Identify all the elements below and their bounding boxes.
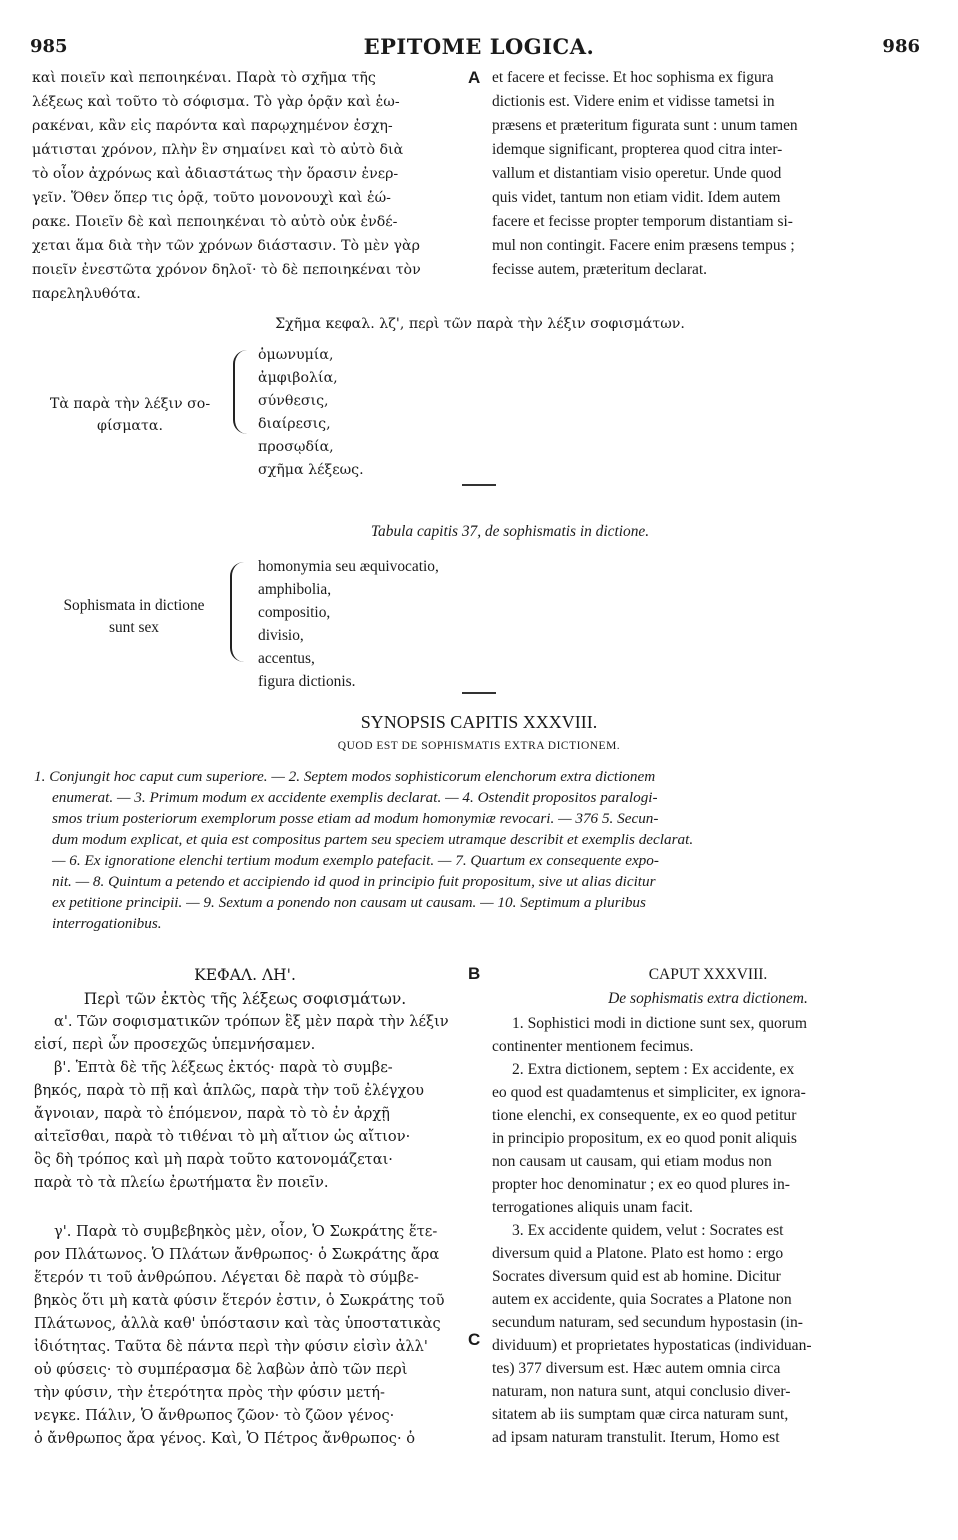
text-line: et facere et fecisse. Et hoc sophisma ex figura bbox=[492, 69, 774, 86]
text-line: ρον Πλάτωνος. Ὁ Πλάτων ἄνθρωπος· ὁ Σωκράτης ἄρα bbox=[34, 1246, 440, 1263]
text-line: ποιεῖν ἐνεστῶτα χρόνον δηλοῖ· τὸ δὲ πεποιηκέναι τὸν bbox=[32, 262, 421, 278]
list-item: accentus, bbox=[258, 650, 315, 667]
text-line: 3. Ex accidente quidem, velut : Socrates est bbox=[512, 1222, 784, 1239]
latin-table-brace bbox=[230, 562, 246, 662]
text-line: β'. Ἑπτὰ δὲ τῆς λέξεως ἐκτός· παρὰ τὸ συμβε- bbox=[54, 1059, 393, 1076]
latin-table-caption: Tabula capitis 37, de sophismatis in dictione. bbox=[370, 523, 650, 540]
list-item: σύνθεσις, bbox=[258, 393, 329, 409]
list-item: προσῳδία, bbox=[258, 439, 334, 455]
greek-chapter-body bbox=[34, 1010, 460, 1450]
text-line: ἰδιότητας. Ταῦτα δὲ πάντα περὶ τὴν φύσιν εἰσὶν ἀλλ' bbox=[34, 1338, 428, 1355]
text-line: dictionis est. Videre enim et vidisse tametsi in bbox=[492, 93, 775, 110]
text-line: ρακε. Ποιεῖν δὲ καὶ πεποιηκέναι τὸ αὐτὸ οὐκ ἐνδέ- bbox=[32, 214, 398, 230]
latin-table-label-line: sunt sex bbox=[108, 619, 160, 636]
text-line: βηκὸς ὅτι μὴ κατὰ φύσιν ἕτερόν ἐστιν, ὁ Σωκράτης τοῦ bbox=[34, 1292, 445, 1309]
text-line: naturam, non natura sunt, atqui conclusio diver- bbox=[492, 1383, 791, 1400]
text-line: ρακέναι, κἂν εἰς παρόντα καὶ παρῳχημένον ἐσχη- bbox=[32, 118, 393, 134]
text-line: α'. Τῶν σοφισματικῶν τρόπων ἓξ μὲν παρὰ τὴν λέξιν bbox=[54, 1013, 449, 1030]
text-line: secundum naturam, sed secundum hypostasin (in- bbox=[492, 1314, 803, 1331]
text-line: βηκός, παρὰ τὸ πῇ καὶ ἁπλῶς, παρὰ τὴν τοῦ ἐλέγχου bbox=[34, 1082, 424, 1099]
list-item: σχῆμα λέξεως. bbox=[258, 462, 364, 478]
synopsis-line: ex petitione principii. — 9. Sextum a ponendo non causam ut causam. — 10. Septimum a pluribus bbox=[52, 894, 646, 911]
list-item: homonymia seu æquivocatio, bbox=[258, 558, 439, 575]
synopsis-line: — 6. Ex ignoratione elenchi tertium modum exemplo patefacit. — 7. Quartum ex consequente expo- bbox=[52, 852, 659, 869]
top-latin-column bbox=[492, 66, 928, 282]
synopsis-line: 1. Conjungit hoc caput cum superiore. — 2. Septem modos sophisticorum elenchorum extra dictionem bbox=[34, 768, 656, 785]
text-line: eo quod est quadamtenus et simpliciter, ex ignora- bbox=[492, 1084, 806, 1101]
text-line: terrogationes aliquis unam facit. bbox=[492, 1199, 693, 1216]
column-marker-b: B bbox=[468, 964, 481, 983]
synopsis-body bbox=[34, 766, 926, 934]
running-title: EPITOME LOGICA. bbox=[363, 34, 595, 59]
synopsis-line: enumerat. — 3. Primum modum ex accidente exemplis declarat. — 4. Ostendit propositos paralogi- bbox=[52, 789, 658, 806]
column-marker-a: A bbox=[468, 68, 481, 87]
text-line: diversum quid a Platone. Plato est homo : ergo bbox=[492, 1245, 784, 1262]
greek-chapter-subheading: Περὶ τῶν ἐκτὸς τῆς λέξεως σοφισμάτων. bbox=[83, 990, 407, 1008]
text-line: οὐ φύσεις· τὸ συμπέρασμα δὲ λαβὼν ἀπὸ τῶν περὶ bbox=[34, 1361, 408, 1378]
greek-table-label-line: φίσματα. bbox=[97, 418, 163, 434]
greek-table-brace bbox=[233, 350, 249, 434]
text-line: ὃς δὴ τρόπος καὶ μὴ παρὰ τοῦτο κατονομάζεται· bbox=[34, 1151, 393, 1168]
text-line: tes) 377 diversum est. Hæc autem omnia circa bbox=[492, 1360, 781, 1377]
list-item: figura dictionis. bbox=[258, 673, 356, 690]
text-line: 1. Sophistici modi in dictione sunt sex, quorum bbox=[512, 1015, 807, 1032]
text-line: τὸ οἷον ἀχρόνως καὶ ἀδιαστάτως τὴν ὅρασιν ἐνερ- bbox=[32, 166, 399, 182]
text-line: νεγκε. Πάλιν, Ὁ ἄνθρωπος ζῶον· τὸ ζῶον γένος· bbox=[34, 1407, 395, 1424]
greek-table-label-line: Τὰ παρὰ τὴν λέξιν σο- bbox=[49, 396, 211, 412]
greek-table-caption: Σχῆμα κεφαλ. λζ', περὶ τῶν παρὰ τὴν λέξιν σοφισμάτων. bbox=[275, 316, 685, 332]
text-line: ὁ ἄνθρωπος ἄρα γένος. Καὶ, Ὁ Πέτρος ἄνθρωπος· ὁ bbox=[34, 1430, 416, 1447]
latin-chapter-subheading: De sophismatis extra dictionem. bbox=[608, 990, 808, 1007]
text-line: dividuum) et proprietates hypostaticas (individuan- bbox=[492, 1337, 812, 1354]
list-item: ὁμωνυμία, bbox=[258, 347, 334, 363]
right-page-number: 986 bbox=[882, 36, 920, 57]
text-line: γεῖν. Ὅθεν ὅπερ τις ὁρᾷ, τοῦτο μονονουχὶ καὶ ἑώ- bbox=[32, 190, 391, 206]
text-line: sitatem ab iis sumptam quæ circa naturam sunt, bbox=[492, 1406, 789, 1423]
text-line: γ'. Παρὰ τὸ συμβεβηκὸς μὲν, οἷον, Ὁ Σωκράτης ἕτε- bbox=[54, 1223, 438, 1240]
greek-table-label bbox=[30, 393, 230, 437]
list-item: divisio, bbox=[258, 627, 304, 644]
text-line: mul non contingit. Facere enim præsens tempus ; bbox=[492, 237, 795, 254]
text-line: τὴν φύσιν, τὴν ἑτερότητα πρὸς τὴν φύσιν μετή- bbox=[34, 1384, 385, 1401]
text-line: Πλάτωνος, ἀλλὰ καθ' ὑπόστασιν καὶ τὰς ὑποστατικὰς bbox=[34, 1315, 441, 1332]
list-item: διαίρεσις, bbox=[258, 416, 331, 432]
latin-table-label bbox=[34, 595, 234, 639]
divider bbox=[462, 484, 496, 486]
text-line: αἰτεῖσθαι, παρὰ τὸ τιθέναι τὸ μὴ αἴτιον ὡς αἴτιον· bbox=[34, 1128, 411, 1145]
text-line: præsens et præteritum figurata sunt : unum tamen bbox=[492, 117, 798, 134]
greek-table-items bbox=[258, 344, 364, 482]
text-line: Socrates diversum quid est ab homine. Dicitur bbox=[492, 1268, 781, 1285]
text-line: 2. Extra dictionem, septem : Ex accidente, ex bbox=[512, 1061, 795, 1078]
text-line: χεται ἅμα διὰ τὴν τῶν χρόνων διάστασιν. Τὸ μὲν γὰρ bbox=[32, 238, 420, 254]
text-line: μάτισται χρόνον, πλὴν ἓν σημαίνει καὶ τὸ αὐτὸ διὰ bbox=[32, 142, 404, 158]
left-page-number: 985 bbox=[30, 36, 68, 57]
text-line: tione elenchi, ex consequente, ex eo quod petitur bbox=[492, 1107, 797, 1124]
text-line: facere et fecisse propter temporum distantiam si- bbox=[492, 213, 793, 230]
text-line: ad ipsam naturam transtulit. Iterum, Homo est bbox=[492, 1429, 780, 1446]
text-line: παρὰ τὸ τὰ πλείω ἐρωτήματα ἓν ποιεῖν. bbox=[34, 1174, 329, 1191]
column-marker-c: C bbox=[468, 1330, 481, 1349]
text-line: idemque significant, propterea quod citra inter- bbox=[492, 141, 783, 158]
synopsis-line: interrogationibus. bbox=[52, 915, 162, 932]
text-line: in principio propositum, ex eo quod ponit aliquis bbox=[492, 1130, 797, 1147]
text-line: propter hoc denominatur ; ex eo quod plures in- bbox=[492, 1176, 790, 1193]
text-line: continenter mentionem fecimus. bbox=[492, 1038, 694, 1055]
synopsis-subtitle: QUOD EST DE SOPHISMATIS EXTRA DICTIONEM. bbox=[337, 740, 621, 752]
synopsis-title: SYNOPSIS CAPITIS XXXVIII. bbox=[360, 712, 598, 732]
text-line: ἕτερόν τι τοῦ ἀνθρώπου. Λέγεται δὲ παρὰ τὸ σύμβε- bbox=[34, 1269, 419, 1286]
latin-table-label-line: Sophismata in dictione bbox=[63, 597, 205, 614]
text-line: vallum et distantiam visio operetur. Unde quod bbox=[492, 165, 782, 182]
list-item: amphibolia, bbox=[258, 581, 332, 598]
greek-chapter-heading: ΚΕΦΑΛ. ΛΗ'. bbox=[194, 966, 296, 984]
synopsis-line: dum modum explicat, et quia est compositus partem seu speciem utramque describit et exemplis declarat. bbox=[52, 831, 694, 848]
text-line: καὶ ποιεῖν καὶ πεποιηκέναι. Παρὰ τὸ σχῆμα τῆς bbox=[32, 70, 376, 86]
divider bbox=[462, 692, 496, 694]
latin-table-items bbox=[258, 555, 439, 693]
latin-chapter-heading: CAPUT XXXVIII. bbox=[648, 966, 768, 983]
text-line: παρεληλυθότα. bbox=[32, 286, 141, 302]
text-line: autem ex accidente, quia Socrates a Platone non bbox=[492, 1291, 792, 1308]
list-item: ἀμφιβολία, bbox=[258, 370, 338, 386]
synopsis-line: smos trium posteriorum exemplorum posse etiam ad modum homonymiæ revocari. — 376 5. Secun- bbox=[52, 810, 659, 827]
text-line: λέξεως καὶ τοῦτο τὸ σόφισμα. Τὸ γὰρ ὁρᾷν καὶ ἑω- bbox=[32, 94, 400, 110]
text-line: quis videt, tantum non etiam vidit. Idem autem bbox=[492, 189, 781, 206]
text-line: fecisse autem, præteritum declarat. bbox=[492, 261, 707, 278]
list-item: compositio, bbox=[258, 604, 331, 621]
synopsis-line: nit. — 8. Quintum a petendo et accipiendo id quod in principio fuit propositum, sive ut alias dicitur bbox=[52, 873, 656, 890]
text-line: ἄγνοιαν, παρὰ τὸ ἑπόμενον, παρὰ τὸ τὸ ἐν ἀρχῇ bbox=[34, 1105, 390, 1122]
text-line: εἰσί, περὶ ὧν προσεχῶς ὑπεμνήσαμεν. bbox=[34, 1036, 316, 1053]
text-line: non causam ut causam, qui etiam modus non bbox=[492, 1153, 772, 1170]
latin-chapter-body bbox=[492, 1012, 928, 1449]
top-greek-column bbox=[32, 66, 460, 306]
